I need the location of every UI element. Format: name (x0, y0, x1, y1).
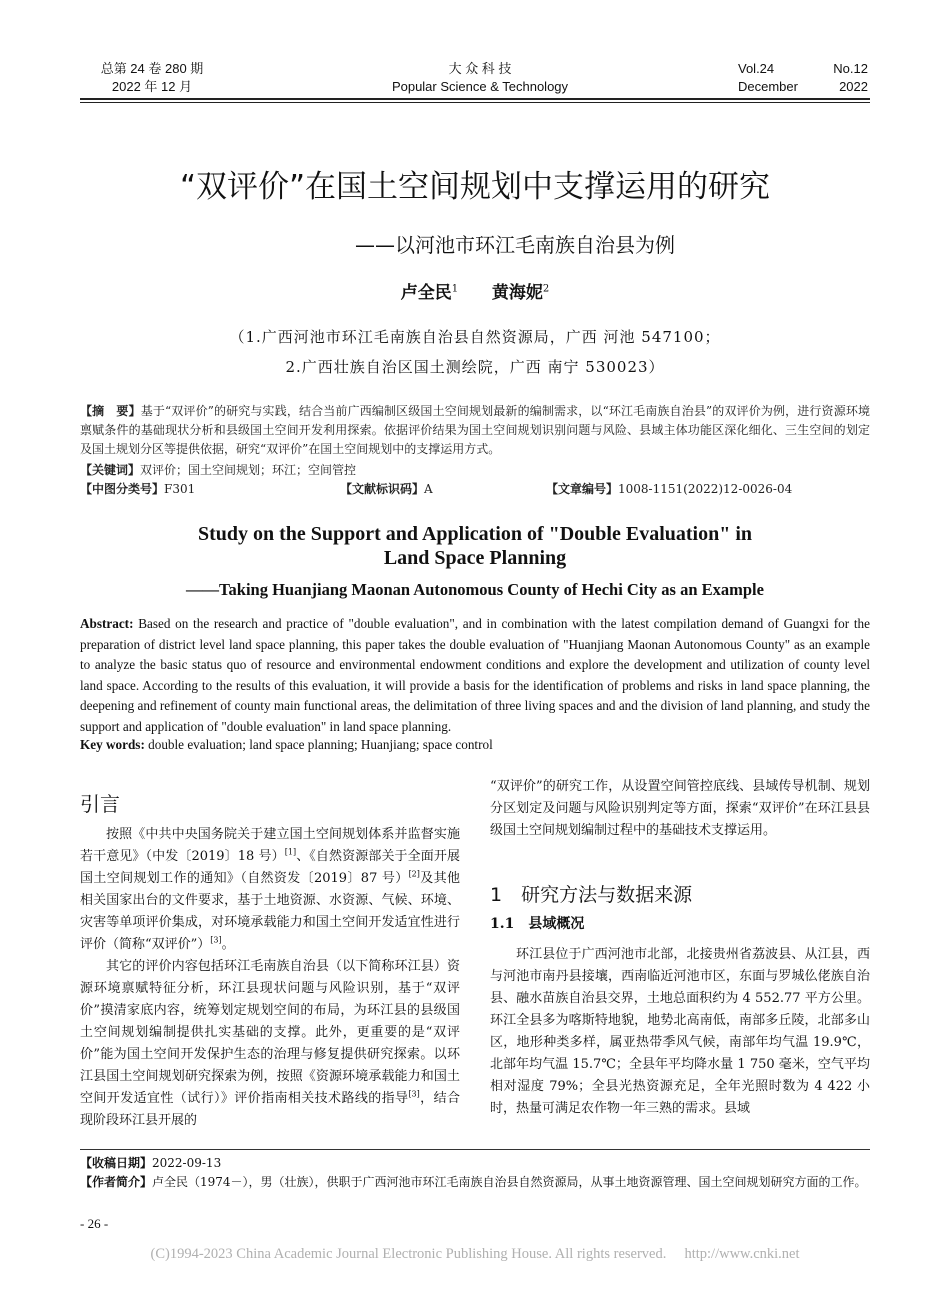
received-date (80, 1154, 870, 1173)
number: No.12 (833, 61, 868, 76)
affiliation-line: （1.广西河池市环江毛南族自治县自然资源局，广西 河池 547100； (229, 328, 721, 346)
journal-volume-info (738, 60, 868, 96)
english-keywords (80, 737, 870, 753)
abstract-cn (80, 402, 870, 499)
body-paragraph: 按照《中共中央国务院关于建立国土空间规划体系并监督实施若干意见》（中发〔2019〕18 号）[1]、《自然资源部关于全面开展国土空间规划工作的通知》（自然资发〔2019〕87 号）[2]及其他相关国家出台的文件要求，基于土地资源、水资源、气候、环境、灾害等单项评价集成，对环境承载能力和国土空间开发适宜性进行评价（简称“双评价”）[3]。 (80, 827, 460, 952)
citation-ref: [3] (210, 935, 222, 945)
author-bio-label: 【作者简介】 (80, 1175, 153, 1189)
author-list (60, 278, 890, 303)
english-abstract-label: Abstract: (80, 616, 134, 631)
right-column-body (490, 944, 870, 1120)
classification-row (80, 480, 870, 499)
english-keywords-label: Key words: (80, 737, 145, 752)
author-name: 卢全民 (400, 283, 452, 303)
article-no-label: 【文章编号】 (546, 482, 619, 496)
journal-name-cn: 大 众 科 技 (448, 61, 512, 76)
english-subtitle: ——Taking Huanjiang Maonan Autonomous County of Hechi City as an Example (186, 580, 764, 599)
right-column-top (490, 776, 870, 842)
clc-label: 【中图分类号】 (80, 482, 165, 496)
footnote (80, 1149, 870, 1192)
author-bio-text: 卢全民（1974－），男（壮族），供职于广西河池市环江毛南族自治县自然资源局，从事土地资源管理、国土空间规划研究方面的工作。 (152, 1175, 867, 1189)
english-abstract-text: Based on the research and practice of "double evaluation", and in combination with the latest compilation demand of Guangxi for the preparation of district level land space planning, this paper takes the double evaluation of "Huanjiang Maonan Autonomous County" as an example to analyze the basic status quo of resource and environmental endowment conditions and explore the development and utilization of county level land space. According to the results of this evaluation, it will provide a basis for the identification of problems and risks in land space planning, the deepening and refinement of county main functional areas, the delimitation of three living spaces and and the division of land planning, and study the support and application of "double evaluation" in land space planning. (80, 616, 870, 734)
english-title-line: Land Space Planning (383, 547, 567, 569)
month: December (738, 79, 798, 94)
section-heading-1: 1 研究方法与数据来源 (490, 884, 693, 906)
english-abstract (80, 614, 870, 737)
copyright-watermark: (C)1994-2023 China Academic Journal Electronic Publishing House. All rights reserved. http://www.cnki.net (150, 1246, 800, 1262)
author-affil-marker: 1 (451, 283, 459, 295)
citation-ref: [1] (284, 847, 297, 857)
english-keywords-text: double evaluation; land space planning; Huanjiang; space control (144, 737, 493, 752)
volume: Vol.24 (738, 61, 775, 76)
subsection-heading-1-1: 1.1 县域概况 (490, 916, 585, 932)
journal-name-en: Popular Science & Technology (391, 79, 569, 94)
body-paragraph: 其它的评价内容包括环江毛南族自治县（以下简称环江县）资源环境禀赋特征分析，环江县现状问题与风险识别，基于“双评价”摸清家底内容，统筹划定规划空间的布局，为环江县的县级国土空间规划编制提供扎实基础的支撑。此外，更重要的是“双评价”能为国土空间开发保护生态的治理与修复提供研究探索。以环江县国土空间规划研究探索为例，按照《资源环境承载能力和国土空间开发适宜性（试行）》评价指南相关技术路线的指导[3]，结合现阶段环江县开展的 (80, 959, 460, 1128)
article-no-value: 1008-1151(2022)12-0026-04 (618, 482, 793, 496)
author-affil-marker: 2 (542, 283, 550, 295)
keywords-text: 双评价；国土空间规划；环江；空间管控 (140, 463, 357, 477)
journal-issue-info (92, 60, 212, 96)
citation-ref: [2] (408, 869, 420, 879)
left-column (80, 824, 460, 1132)
abstract-label: 【摘 要】 (80, 404, 141, 418)
english-title-line: Study on the Support and Application of "Double Evaluation" in (197, 523, 753, 545)
header-rule-thin (80, 102, 870, 103)
abstract-text: 基于“双评价”的研究与实践，结合当前广西编制区级国土空间规划最新的编制需求，以“环江毛南族自治县”的双评价为例，进行资源环境禀赋条件的基础现状分析和县级国土空间开发利用探索。依据评价结果为国土空间规划识别问题与风险、县域主体功能区深化细化、三生空间的划定及国土规划分区等提供依据，研究“双评价”在国土空间规划中的支撑运用方式。 (80, 404, 870, 456)
body-paragraph: “双评价”的研究工作，从设置空间管控底线、县域传导机制、规划分区划定及问题与风险识别判定等方面，探索“双评价”在环江县县级国土空间规划编制过程中的基础技术支撑运用。 (490, 779, 870, 838)
keywords-label: 【关键词】 (80, 463, 141, 477)
abstract-paragraph (80, 402, 870, 459)
keywords-row (80, 461, 870, 480)
paper-subtitle: ——以河池市环江毛南族自治县为例 (355, 233, 675, 257)
english-title (80, 522, 870, 570)
section-heading-intro: 引言 (80, 792, 120, 816)
issue-volume: 总第 24 卷 280 期 (100, 61, 204, 76)
author-name: 黄海妮 (491, 283, 543, 303)
body-paragraph: 环江县位于广西河池市北部，北接贵州省荔波县、从江县，西与河池市南丹县接壤，西南临近河池市区，东面与罗城仫佬族自治县、融水苗族自治县交界，土地总面积约为 4 552.77 平方公里。环江全县多为喀斯特地貌，地势北高南低，南部多丘陵，北部多山区，地形种类多样，属亚热带季风气候，南部年均气温 19.9℃，北部年均气温 15.7℃；全县年平均降水量 1 750 毫米，空气平均相对湿度 79%；全县光热资源充足，全年光照时数为 4 422 小时，热量可满足农作物一年三熟的需求。县域 (490, 947, 870, 1116)
issue-date: 2022 年 12 月 (111, 79, 193, 94)
doc-code-value: A (424, 482, 433, 496)
page-number: - 26 - (80, 1216, 109, 1231)
clc-value: F301 (164, 482, 196, 496)
header-rule-thick (80, 98, 870, 100)
citation-ref: [3] (408, 1089, 420, 1099)
affiliation-line: 2.广西壮族自治区国土测绘院，广西 南宁 530023） (285, 358, 665, 376)
year: 2022 (839, 79, 868, 94)
received-label: 【收稿日期】 (80, 1156, 153, 1170)
journal-name (370, 60, 590, 96)
doc-code-label: 【文献标识码】 (340, 482, 425, 496)
paper-title: “双评价”在国土空间规划中支撑运用的研究 (179, 169, 771, 205)
author-bio (80, 1173, 870, 1192)
received-value: 2022-09-13 (152, 1156, 222, 1170)
